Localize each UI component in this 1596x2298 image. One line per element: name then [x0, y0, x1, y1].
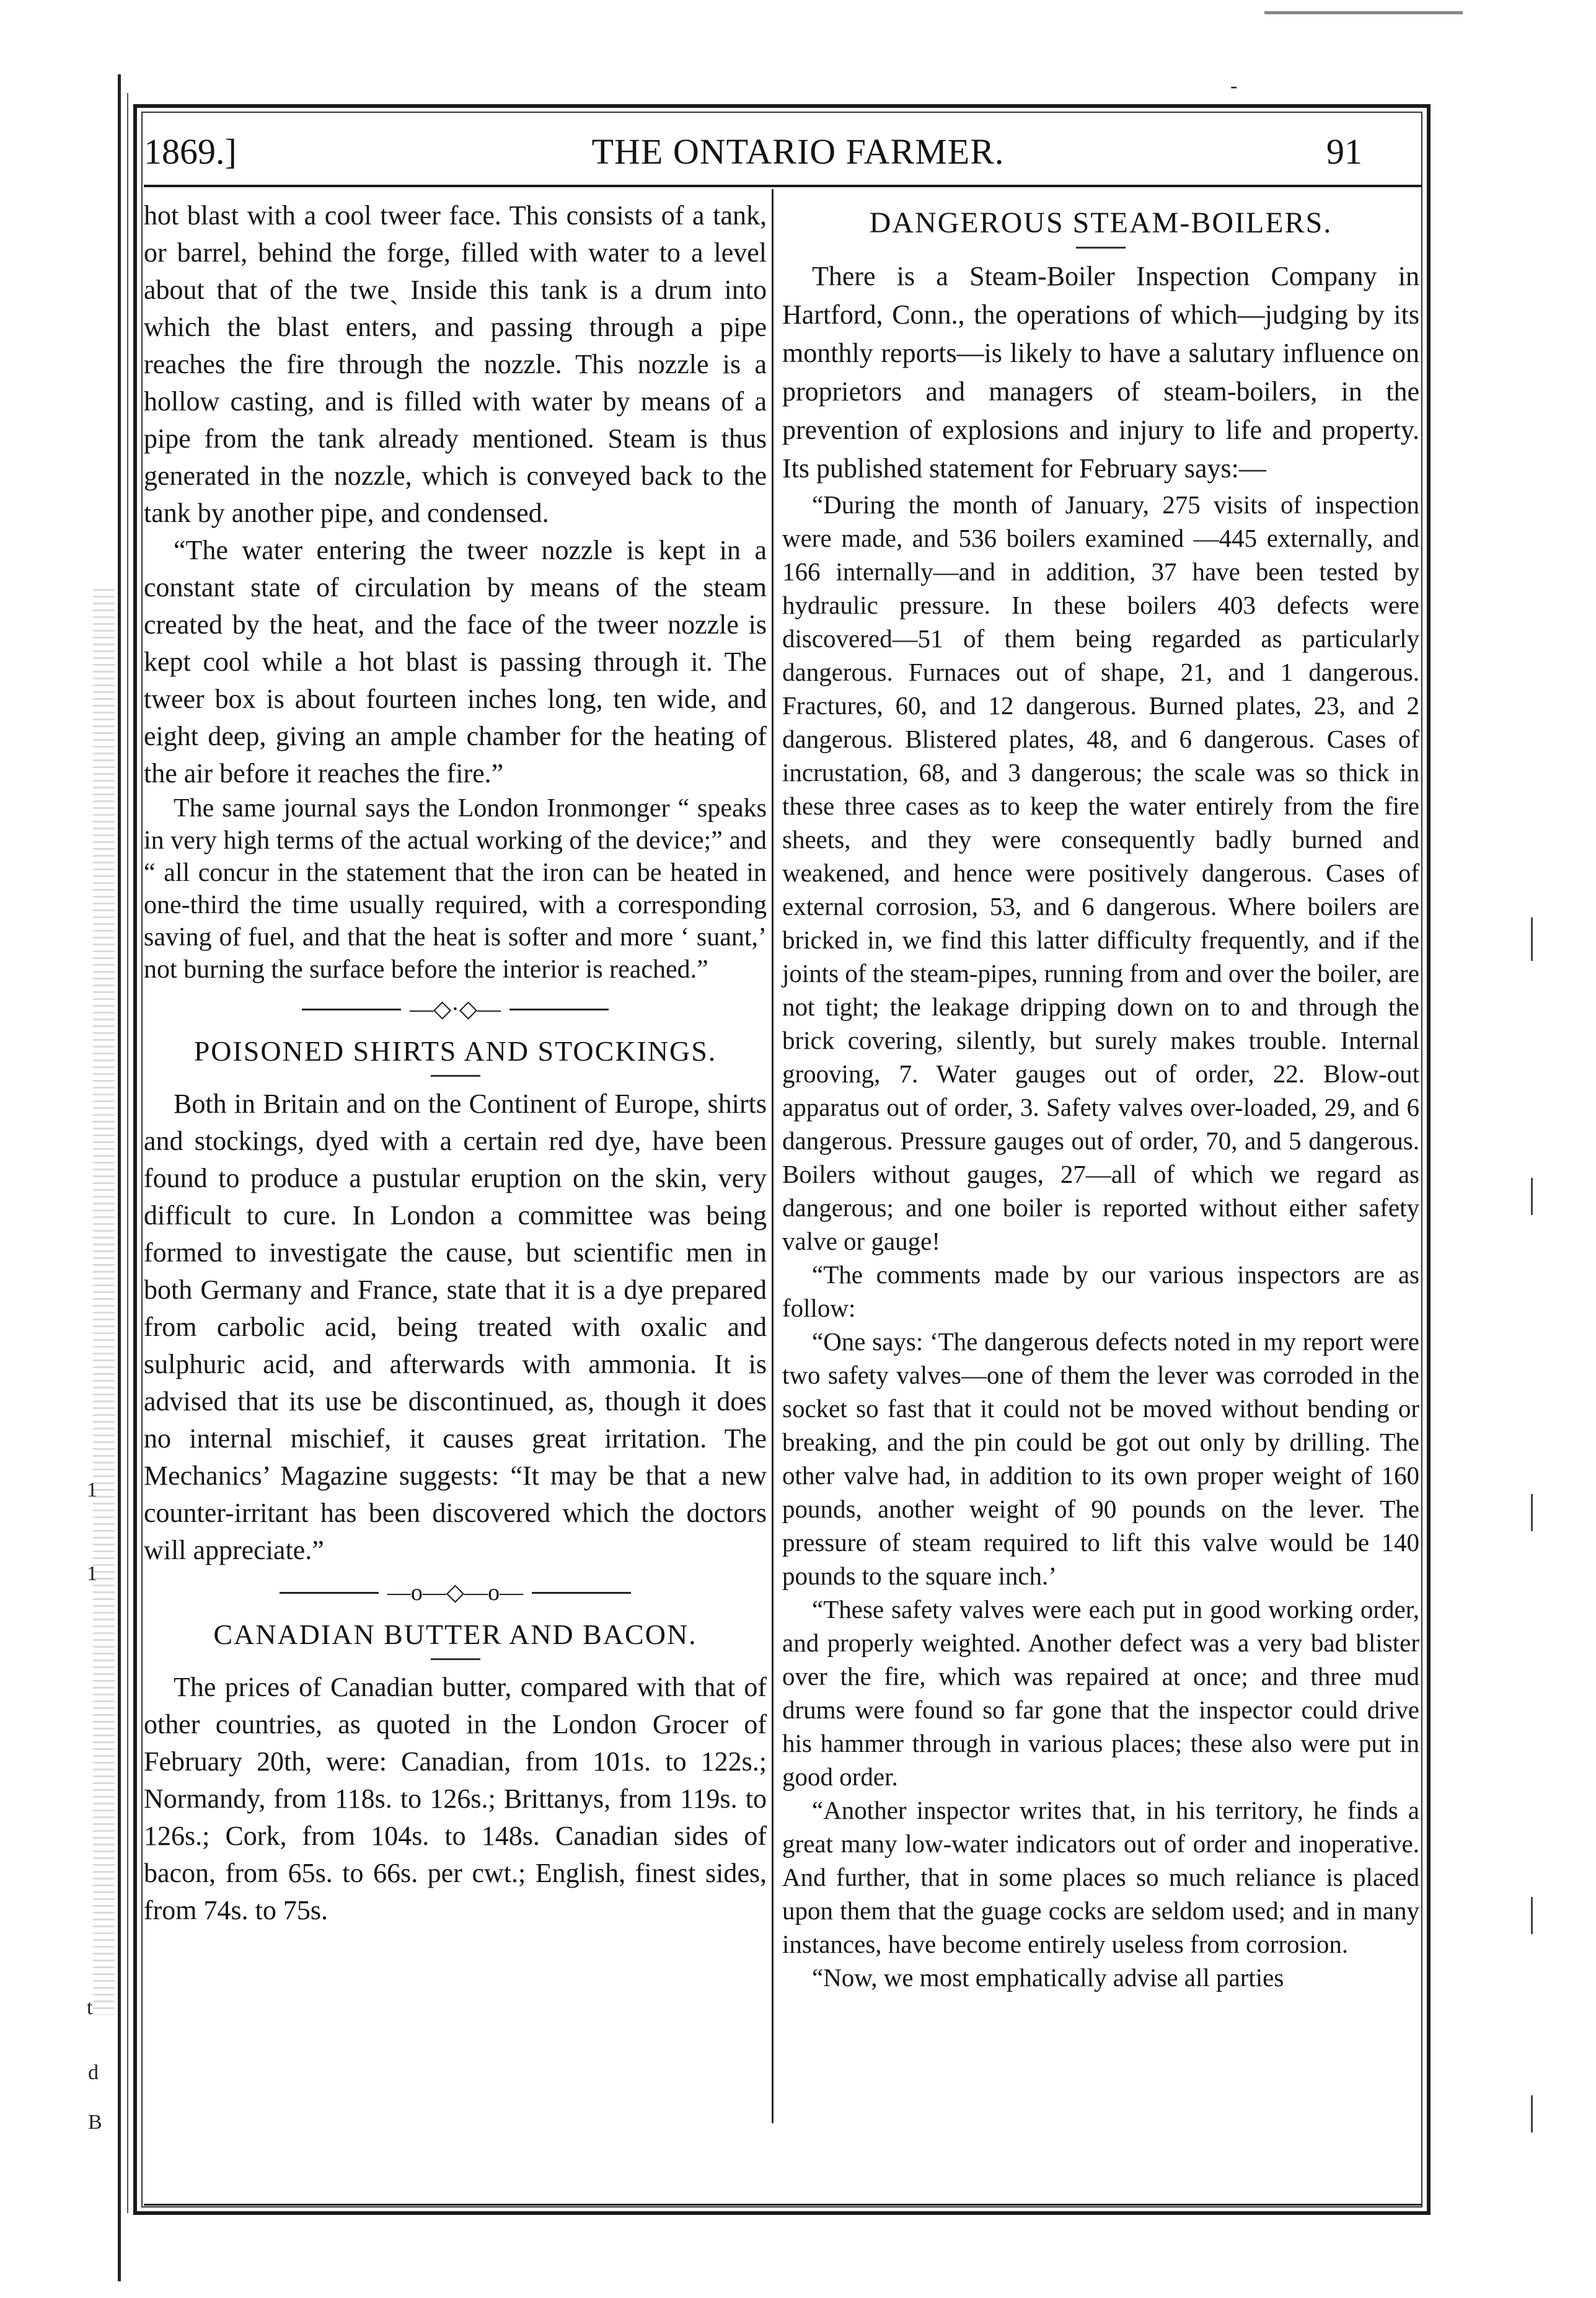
paragraph: hot blast with a cool tweer face. This consists of a tank, or barrel, behind the forge, filled with water to a level about that of the tweˎ Inside this tank is a drum into which the blast enters, and passing through a pipe reaches the fire through the nozzle. This nozzle is a hollow casting, and is filled with water by means of a pipe from the tank already mentioned. Steam is thus generated in the nozzle, which is conveyed back to the tank by another pipe, and condensed. — [144, 200, 767, 528]
heading-rule — [431, 1658, 480, 1660]
margin-tick — [1531, 1178, 1533, 1215]
paragraph: Both in Britain and on the Continent of Europe, shirts and stockings, dyed with a certain red dye, have been found to produce a pustular eruption on the skin, very difficult to cure. In London a committee was being formed to investigate the cause, but scientific men in both Germany and France, state that it is a dye prepared from carbolic acid, being treated with oxalic and sulphuric acid, and afterwards with ammonia. It is advised that its use be discontinued, as, though it does no internal mischief, it causes great irritation. The Mechanics’ Magazine suggests: “It may be that a new counter-irritant has been discovered which the doctors will appreciate.” — [144, 1089, 767, 1565]
right-column — [782, 197, 1419, 1994]
section-heading: POISONED SHIRTS AND STOCKINGS. — [193, 1035, 717, 1067]
paragraph: The prices of Canadian butter, compared with that of other countries, as quoted in the London Grocer of February 20th, were: Canadian, from 101s. to 122s.; Normandy, from 118s. to 126s.; Brittanys, from 119s. to 126s.; Cork, from 104s. to 148s. Canadian sides of bacon, from 65s. to 66s. per cwt.; English, finest sides, from 74s. to 75s. — [144, 1672, 767, 1925]
margin-mark: B — [88, 2111, 102, 2134]
margin-mark: d — [88, 2061, 99, 2084]
paragraph: “Another inspector writes that, in his territory, he finds a great many low-water indicators out of order and inoperative. And further, that in some places so much reliance is placed upon them that the guage cocks are seldom used; and in many instances, have become entirely useless from corrosion. — [782, 1796, 1419, 1958]
header-year: 1869.] — [144, 131, 237, 172]
heading-rule — [431, 1075, 480, 1077]
section-ornament — [144, 997, 767, 1022]
paragraph: “The comments made by our various inspectors are as follow: — [782, 1260, 1419, 1322]
column-divider — [772, 189, 774, 2123]
margin-mark: t — [87, 1996, 93, 2019]
margin-mark: - — [1230, 74, 1238, 97]
section-heading: DANGEROUS STEAM-BOILERS. — [869, 206, 1333, 239]
margin-tick — [1531, 2095, 1533, 2132]
paragraph: The same journal says the London Ironmonger “ speaks in very high terms of the actual working of the device;” and “ all concur in the statement that the iron can be heated in one-third the time usually required, with a corresponding saving of fuel, and that the heat is softer and more ‘ suant,’ not burning the surface before the interior is reached.” — [144, 794, 767, 984]
binding-edge — [118, 74, 121, 2281]
heading-rule — [1076, 247, 1126, 249]
lead-paragraph: There is a Steam-Boiler Inspection Company in Hartford, Conn., the operations of which—judging by its monthly reports—is likely to have a salutary influence on proprietors and managers of steam-boilers, in the prevention of explosions and injury to life and property. Its published statement for February says:— — [782, 261, 1419, 484]
footer-rule — [144, 2204, 1422, 2206]
gutter-noise — [93, 589, 115, 2015]
header-page-number: 91 — [1326, 131, 1362, 172]
section-ornament — [144, 1580, 767, 1605]
margin-tick — [1531, 917, 1533, 961]
paragraph: “The water entering the tweer nozzle is kept in a constant state of circulation by means of the steam created by the heat, and the face of the tweer nozzle is kept cool while a hot blast is passing through it. The tweer box is about fourteen inches long, ten wide, and eight deep, giving an ample chamber for the heating of the air before it reaches the fire.” — [144, 535, 767, 789]
margin-mark: 1 — [87, 1562, 97, 1585]
margin-mark: 1 — [87, 1478, 97, 1501]
header-title: THE ONTARIO FARMER. — [591, 131, 1005, 172]
paragraph: “Now, we most emphatically advise all parties — [812, 1963, 1284, 1992]
header-rule — [144, 185, 1422, 187]
ornament-glyph: —◇·◇— — [409, 996, 501, 1022]
paragraph: “One says: ‘The dangerous defects noted in my report were two safety valves—one of them the lever was corroded in the socket so fast that it could not be moved without bending or breaking, and the pin could be got out only by drilling. The other valve had, in addition to its own proper weight of 160 pounds, another weight of 90 pounds on the lever. The pressure of steam required to lift this valve would be 140 pounds to the square inch.’ — [782, 1327, 1419, 1590]
margin-tick — [1531, 1897, 1533, 1934]
binding-edge-inner — [127, 93, 128, 2213]
paragraph: “During the month of January, 275 visits of inspection were made, and 536 boilers examined —445 externally, and 166 internally—and in addition, 37 have been tested by hydraulic pressure. In these boilers 403 defects were discovered—51 of them being regarded as particularly dangerous. Furnaces out of shape, 21, and 1 dangerous. Fractures, 60, and 12 dangerous. Burned plates, 23, and 2 dangerous. Blistered plates, 48, and 6 dangerous. Cases of incrustation, 68, and 3 dangerous; the scale was so thick in these three cases as to keep the water entirely from the fire sheets, and they were consequently badly burned and weakened, and hence were positively dangerous. Cases of external corrosion, 53, and 6 dangerous. Where boilers are bricked in, we find this latter difficulty frequently, and if the joints of the steam-pipes, running from and over the boiler, are not tight; the leakage dripping down on to and through the brick covering, silently, but surely makes trouble. Internal grooving, 7. Water gauges out of order, 22. Blow-out apparatus out of order, 3. Safety valves over-loaded, 29, and 6 dangerous. Pressure gauges out of order, 70, and 5 dangerous. Boilers without gauges, 27—all of which we regard as dangerous; and one boiler is reported without either safety valve or gauge! — [782, 490, 1419, 1255]
left-column — [144, 197, 767, 1929]
scan-smudge — [1264, 11, 1463, 14]
ornament-glyph: —o—◇—o— — [387, 1580, 524, 1606]
section-heading: CANADIAN BUTTER AND BACON. — [213, 1619, 697, 1650]
margin-tick — [1531, 1494, 1533, 1531]
paragraph: “These safety valves were each put in good working order, and properly weighted. Another defect was a very bad blister over the fire, which was repaired at once; and three mud drums were found so far gone that the inspector could drive his hammer through in various places; these also were put in good order. — [782, 1595, 1419, 1791]
